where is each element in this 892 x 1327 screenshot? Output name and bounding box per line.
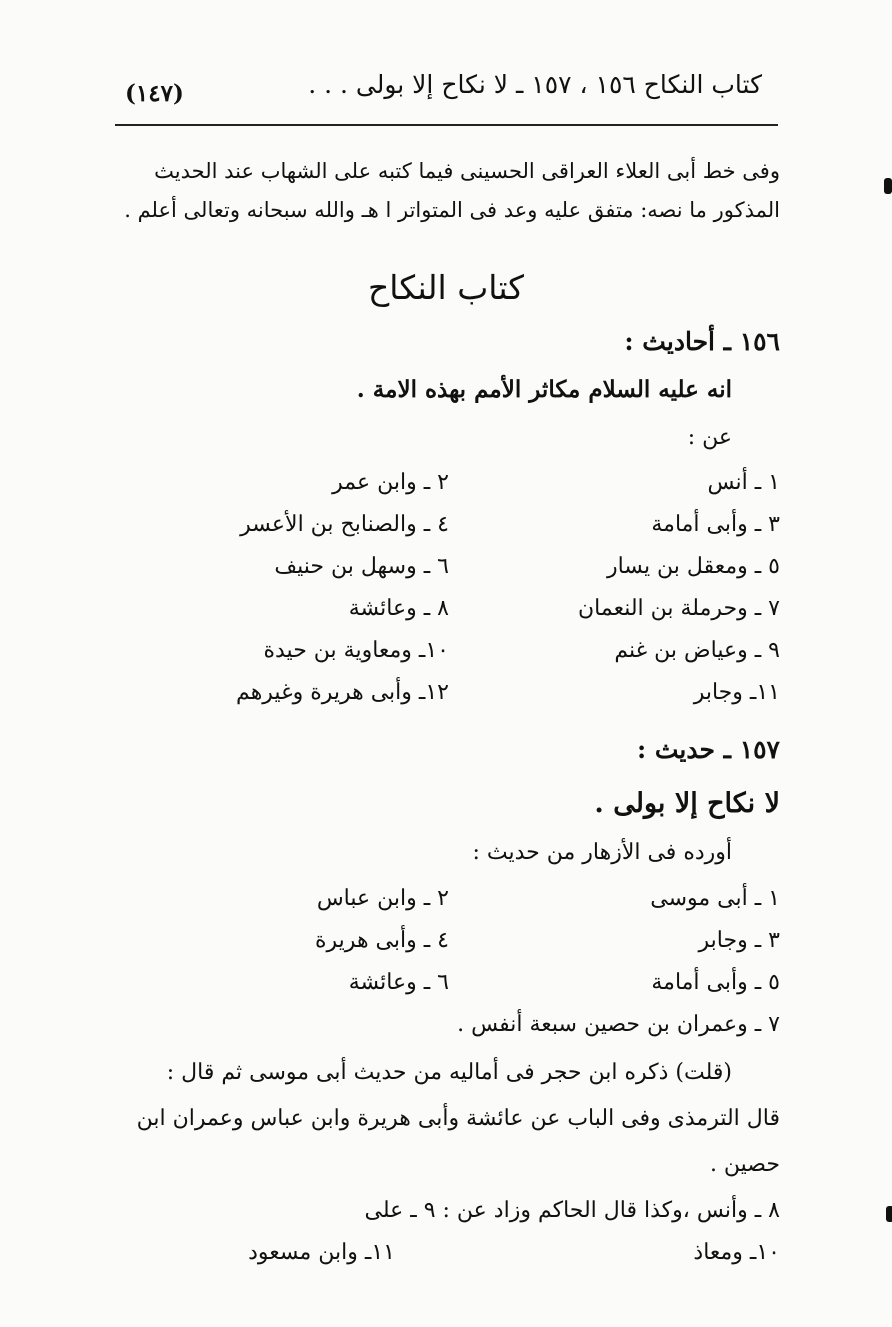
note-line-3: حصين . [709, 1152, 780, 1177]
narrator-item: ٢ ـ وابن عمر [332, 470, 449, 495]
narrator-item: ٧ ـ وحرملة بن النعمان [578, 596, 780, 621]
narrator-item: ٣ ـ وجابر [698, 928, 780, 953]
narrator-item: ١ ـ أبى موسى [650, 886, 780, 911]
scan-mark [886, 1206, 892, 1222]
note-line-4: ٨ ـ وأنس ،وكذا قال الحاكم وزاد عن : ٩ ـ على [364, 1198, 780, 1223]
intro-paragraph [120, 152, 780, 230]
note-line-5a: ١٠ـ ومعاذ [693, 1240, 780, 1265]
narrator-item: ١١ـ وجابر [693, 680, 780, 705]
header-rule [115, 124, 778, 126]
intro-line-1: وفى خط أبى العلاء العراقى الحسينى فيما كتبه على الشهاب عند الحديث [154, 159, 780, 183]
note-line-5b: ١١ـ وابن مسعود [248, 1240, 395, 1265]
note-line-1: (قلت) ذكره ابن حجر فى أماليه من حديث أبى موسى ثم قال : [166, 1060, 732, 1085]
page-number: (١٤٧) [125, 80, 184, 107]
narrator-item: ١٠ـ ومعاوية بن حيدة [263, 638, 449, 663]
hadith-157-heading: ١٥٧ ـ حديث : [636, 735, 780, 764]
hadith-156-text: انه عليه السلام مكاثر الأمم بهذه الامة . [356, 376, 732, 403]
narrator-item: ٦ ـ وعائشة [348, 970, 449, 995]
scan-mark [884, 178, 892, 194]
running-header-title: كتاب النكاح ١٥٦ ، ١٥٧ ـ لا نكاح إلا بولى . . . [308, 70, 762, 99]
section-title: كتاب النكاح [367, 268, 525, 307]
narrator-item: ٨ ـ وعائشة [348, 596, 449, 621]
narrator-item: ١٢ـ وأبى هريرة وغيرهم [236, 680, 449, 705]
narrator-item: ٤ ـ وأبى هريرة [315, 928, 449, 953]
narrator-item: ٥ ـ ومعقل بن يسار [606, 554, 780, 579]
narrator-item: ٤ ـ والصنابح بن الأعسر [240, 512, 449, 537]
hadith-156-heading: ١٥٦ ـ أحاديث : [624, 327, 780, 356]
narrator-item: ٢ ـ وابن عباس [316, 886, 449, 911]
hadith-156-an: عن : [687, 425, 732, 450]
narrator-item-last: ٧ ـ وعمران بن حصين سبعة أنفس . [457, 1012, 780, 1037]
narrator-item: ٦ ـ وسهل بن حنيف [274, 554, 449, 579]
narrator-item: ١ ـ أنس [707, 470, 780, 495]
narrator-item: ٩ ـ وعياض بن غنم [614, 638, 780, 663]
narrator-item: ٥ ـ وأبى أمامة [651, 970, 780, 995]
narrator-item: ٣ ـ وأبى أمامة [651, 512, 780, 537]
hadith-157-source: أورده فى الأزهار من حديث : [472, 840, 732, 865]
intro-line-2: المذكور ما نصه: متفق عليه وعد فى المتواتر ا هـ والله سبحانه وتعالى أعلم . [124, 198, 780, 222]
note-line-2: قال الترمذى وفى الباب عن عائشة وأبى هريرة وابن عباس وعمران ابن [136, 1106, 780, 1131]
hadith-157-text: لا نكاح إلا بولى . [594, 788, 780, 819]
